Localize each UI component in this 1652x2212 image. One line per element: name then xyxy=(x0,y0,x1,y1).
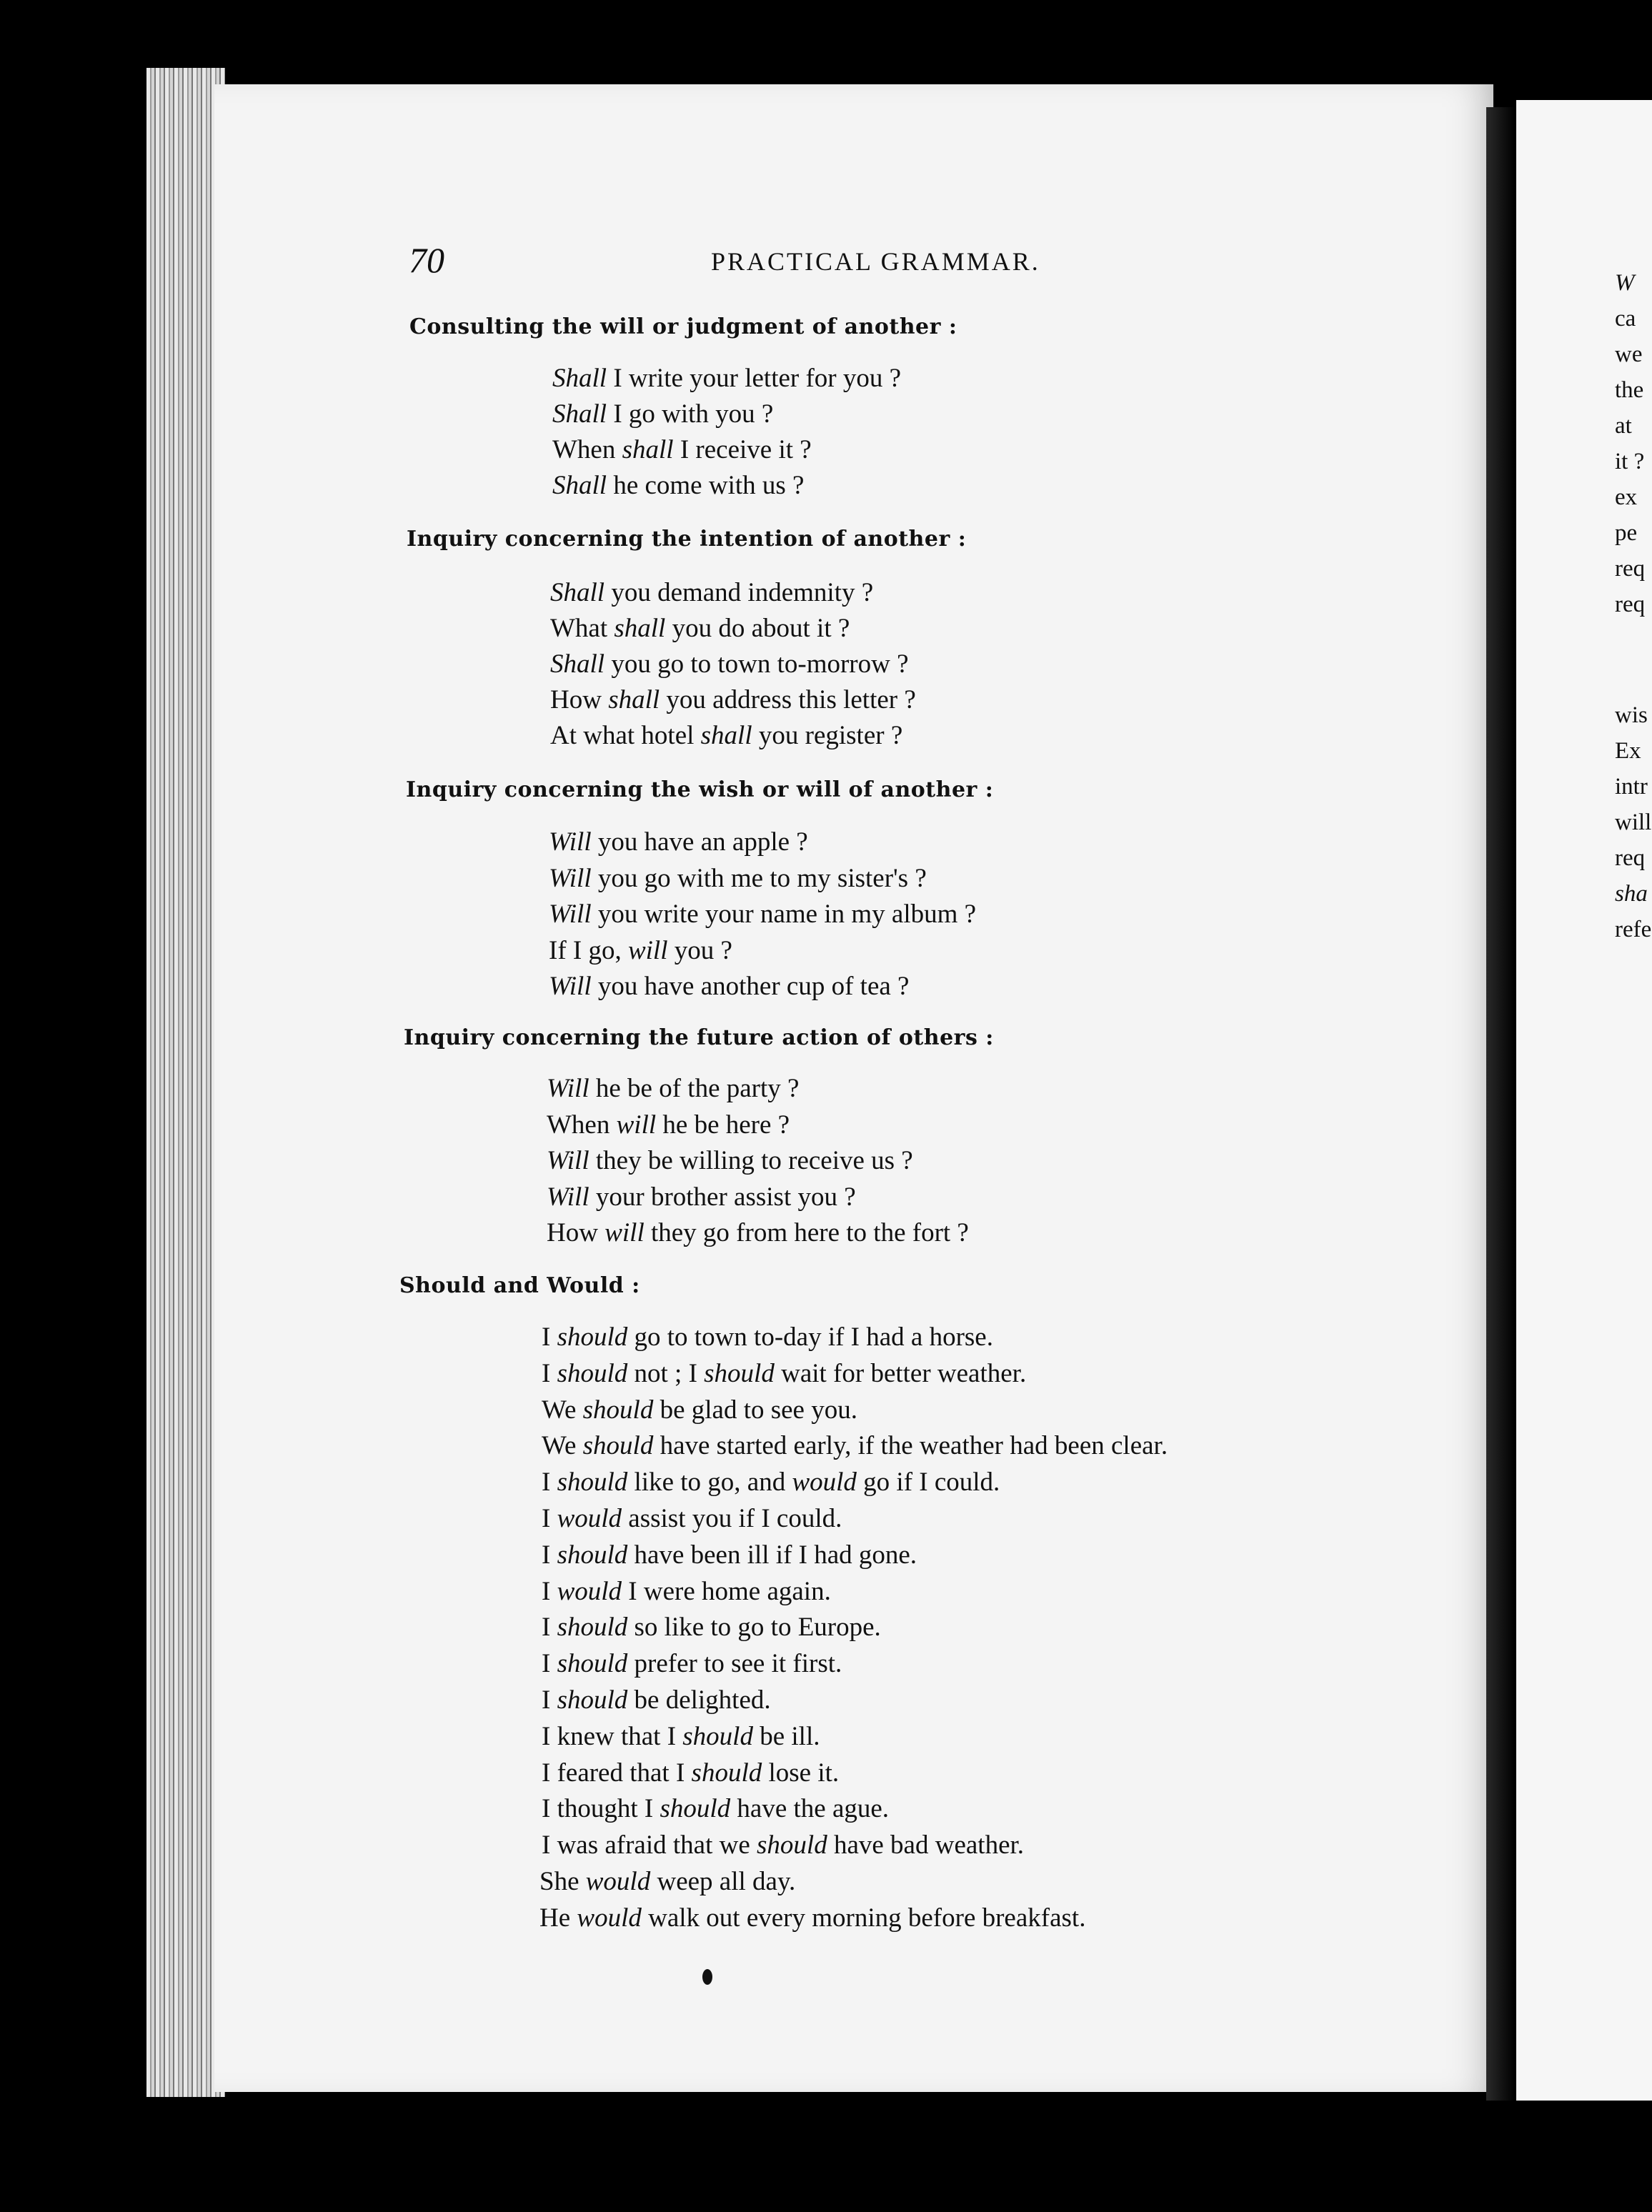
sentence-text: I xyxy=(542,1504,557,1533)
sentence-text: What xyxy=(550,614,614,643)
example-sentence xyxy=(547,1182,856,1212)
modal-verb: should xyxy=(660,1794,731,1824)
sentence-text: At what hotel xyxy=(550,721,701,750)
sentence-text: I go with you ? xyxy=(607,399,774,429)
example-sentence xyxy=(549,971,909,1002)
right-page-text-fragment: pe xyxy=(1615,520,1638,546)
modal-verb: Will xyxy=(547,1182,589,1212)
modal-verb: shall xyxy=(700,721,752,750)
sentence-text: have the ague. xyxy=(730,1794,890,1824)
sentence-text: be glad to see you. xyxy=(653,1395,857,1425)
sentence-text: you do about it ? xyxy=(665,614,850,643)
modal-verb: will xyxy=(616,1110,657,1140)
example-sentence xyxy=(542,1540,917,1570)
right-page-text-fragment: wis xyxy=(1615,702,1648,728)
modal-verb: Shall xyxy=(552,399,607,429)
example-sentence xyxy=(549,863,927,894)
modal-verb: would xyxy=(577,1903,642,1933)
example-sentence xyxy=(549,827,808,857)
right-page-text-fragment: W xyxy=(1615,270,1635,296)
example-sentence xyxy=(550,684,916,715)
sentence-text: you demand indemnity ? xyxy=(604,578,874,607)
modal-verb: should xyxy=(557,1649,628,1679)
sentence-text: he be of the party ? xyxy=(589,1074,800,1103)
sentence-text: We xyxy=(542,1395,583,1425)
example-sentence xyxy=(542,1758,839,1788)
sentence-text: you ? xyxy=(667,935,732,965)
sentence-text: weep all day. xyxy=(650,1867,796,1896)
example-sentence xyxy=(547,1145,913,1176)
sentence-text: so like to go to Europe. xyxy=(627,1613,881,1643)
example-sentence xyxy=(549,899,976,930)
modal-verb: should xyxy=(557,1613,628,1643)
sentence-text: I xyxy=(542,1468,557,1498)
sentence-text: you write your name in my album ? xyxy=(591,900,977,929)
sentence-text: I thought I xyxy=(542,1794,660,1824)
example-sentence xyxy=(550,649,909,679)
example-sentence xyxy=(542,1467,1000,1498)
modal-verb: should xyxy=(557,1322,628,1352)
sentence-text: they be willing to receive us ? xyxy=(589,1146,913,1175)
sentence-text: have been ill if I had gone. xyxy=(627,1540,917,1570)
modal-verb: Will xyxy=(547,1074,589,1103)
right-page-text-fragment: it ? xyxy=(1615,449,1645,474)
sentence-text: I was afraid that we xyxy=(542,1830,757,1860)
modal-verb: should xyxy=(582,1395,654,1425)
sentence-text: you go with me to my sister's ? xyxy=(591,863,927,893)
modal-verb: should xyxy=(557,1685,628,1715)
example-sentence xyxy=(547,1217,969,1248)
sentence-text: I xyxy=(542,1685,557,1715)
example-sentence xyxy=(542,1430,1168,1461)
sentence-text: you have another cup of tea ? xyxy=(591,972,910,1001)
sentence-text: like to go, and xyxy=(627,1468,792,1498)
modal-verb: Shall xyxy=(552,471,607,500)
right-page-text-fragment: ex xyxy=(1615,484,1638,510)
sentence-text: go if I could. xyxy=(856,1468,1000,1498)
sentence-text: assist you if I could. xyxy=(622,1504,842,1533)
sentence-text: be delighted. xyxy=(627,1685,771,1715)
example-sentence xyxy=(542,1612,881,1643)
modal-verb: shall xyxy=(608,685,660,714)
example-sentence xyxy=(542,1648,842,1679)
sentence-text: I knew that I xyxy=(542,1721,683,1751)
sentence-text: I feared that I xyxy=(542,1758,692,1788)
example-sentence xyxy=(552,434,812,465)
modal-verb: Will xyxy=(549,972,592,1001)
modal-verb: would xyxy=(585,1867,651,1896)
sentence-text: How xyxy=(550,685,609,714)
sentence-text: not ; I xyxy=(627,1358,705,1388)
section-heading: Inquiry concerning the intention of another : xyxy=(407,527,967,552)
right-page-text-fragment: at xyxy=(1615,413,1632,439)
sentence-text: go to town to-day if I had a horse. xyxy=(627,1322,993,1352)
right-page-text-fragment: intr xyxy=(1615,774,1648,799)
sentence-text: He xyxy=(539,1903,577,1933)
sentence-text: have started early, if the weather had been clear. xyxy=(653,1431,1168,1461)
ink-speck xyxy=(702,1969,712,1985)
right-page-text-fragment: we xyxy=(1615,342,1643,367)
modal-verb: should xyxy=(704,1358,775,1388)
modal-verb: should xyxy=(557,1468,628,1498)
section-heading: Inquiry concerning the wish or will of another : xyxy=(406,777,994,802)
example-sentence xyxy=(542,1793,889,1824)
example-sentence xyxy=(549,935,732,966)
right-page-text-fragment: Ex xyxy=(1615,738,1641,764)
modal-verb: Will xyxy=(549,827,592,857)
right-page-text-fragment: req xyxy=(1615,592,1646,617)
sentence-text: you have an apple ? xyxy=(591,827,808,857)
sentence-text: you register ? xyxy=(752,721,903,750)
modal-verb: shall xyxy=(614,614,666,643)
modal-verb: would xyxy=(557,1576,622,1606)
modal-verb: shall xyxy=(622,435,674,464)
example-sentence xyxy=(542,1830,1024,1860)
sentence-text: you go to town to-morrow ? xyxy=(604,649,909,679)
right-page-text-fragment: ca xyxy=(1615,306,1636,332)
modal-verb: Shall xyxy=(552,364,607,393)
modal-verb: Will xyxy=(547,1146,589,1175)
right-page-text-fragment: will xyxy=(1615,809,1652,835)
sentence-text: I xyxy=(542,1540,557,1570)
example-sentence xyxy=(542,1358,1026,1389)
example-sentence xyxy=(542,1685,771,1715)
sentence-text: I xyxy=(542,1322,557,1352)
section-heading: Inquiry concerning the future action of others : xyxy=(404,1025,994,1050)
modal-verb: should xyxy=(691,1758,762,1788)
sentence-text: We xyxy=(542,1431,583,1461)
modal-verb: will xyxy=(604,1218,645,1247)
sentence-text: prefer to see it first. xyxy=(627,1649,842,1679)
modal-verb: should xyxy=(557,1540,628,1570)
modal-verb: will xyxy=(627,935,668,965)
modal-verb: should xyxy=(582,1431,654,1461)
sentence-text: he be here ? xyxy=(656,1110,790,1140)
sentence-text: If I go, xyxy=(549,935,628,965)
example-sentence xyxy=(542,1721,820,1752)
sentence-text: I xyxy=(542,1649,557,1679)
modal-verb: Shall xyxy=(550,649,605,679)
sentence-text: I were home again. xyxy=(622,1576,831,1606)
sentence-text: your brother assist you ? xyxy=(589,1182,856,1212)
example-sentence xyxy=(539,1866,795,1897)
example-sentence xyxy=(542,1322,993,1352)
sentence-text: When xyxy=(552,435,622,464)
modal-verb: Shall xyxy=(550,578,605,607)
right-page-text-fragment: refe xyxy=(1615,917,1652,942)
example-sentence xyxy=(552,399,773,429)
sentence-text: walk out every morning before breakfast. xyxy=(641,1903,1086,1933)
example-sentence xyxy=(550,577,873,608)
sentence-text: they go from here to the fort ? xyxy=(644,1218,969,1247)
example-sentence xyxy=(542,1576,831,1607)
sentence-text: She xyxy=(539,1867,586,1896)
running-title: PRACTICAL GRAMMAR. xyxy=(711,247,1040,276)
example-sentence xyxy=(552,470,804,501)
modal-verb: would xyxy=(792,1468,857,1498)
sentence-text: I receive it ? xyxy=(673,435,812,464)
sentence-text: When xyxy=(547,1110,617,1140)
section-heading: Consulting the will or judgment of another : xyxy=(409,314,957,339)
page-number: 70 xyxy=(409,240,444,280)
sentence-text: I write your letter for you ? xyxy=(607,364,902,393)
example-sentence xyxy=(550,720,902,751)
sentence-text: I xyxy=(542,1576,557,1606)
section-heading: Should and Would : xyxy=(399,1273,640,1298)
example-sentence xyxy=(550,613,850,644)
modal-verb: should xyxy=(757,1830,827,1860)
modal-verb: Will xyxy=(549,900,592,929)
example-sentence xyxy=(547,1110,790,1140)
sentence-text: How xyxy=(547,1218,605,1247)
sentence-text: wait for better weather. xyxy=(774,1358,1027,1388)
modal-verb: would xyxy=(557,1504,622,1533)
right-page-text-fragment: sha xyxy=(1615,881,1648,907)
sentence-text: lose it. xyxy=(762,1758,840,1788)
modal-verb: Will xyxy=(549,863,592,893)
sentence-text: I xyxy=(542,1613,557,1643)
sentence-text: you address this letter ? xyxy=(660,685,916,714)
right-page-text-fragment: req xyxy=(1615,556,1646,582)
right-page-text-fragment: the xyxy=(1615,377,1644,403)
modal-verb: should xyxy=(682,1721,753,1751)
sentence-text: I xyxy=(542,1358,557,1388)
example-sentence xyxy=(542,1395,857,1425)
modal-verb: should xyxy=(557,1358,628,1388)
sentence-text: have bad weather. xyxy=(827,1830,1025,1860)
example-sentence xyxy=(539,1903,1085,1933)
sentence-text: he come with us ? xyxy=(607,471,805,500)
example-sentence xyxy=(552,363,901,394)
right-page-text-fragment: req xyxy=(1615,845,1646,871)
example-sentence xyxy=(547,1073,799,1104)
sentence-text: be ill. xyxy=(752,1721,820,1751)
example-sentence xyxy=(542,1503,842,1534)
